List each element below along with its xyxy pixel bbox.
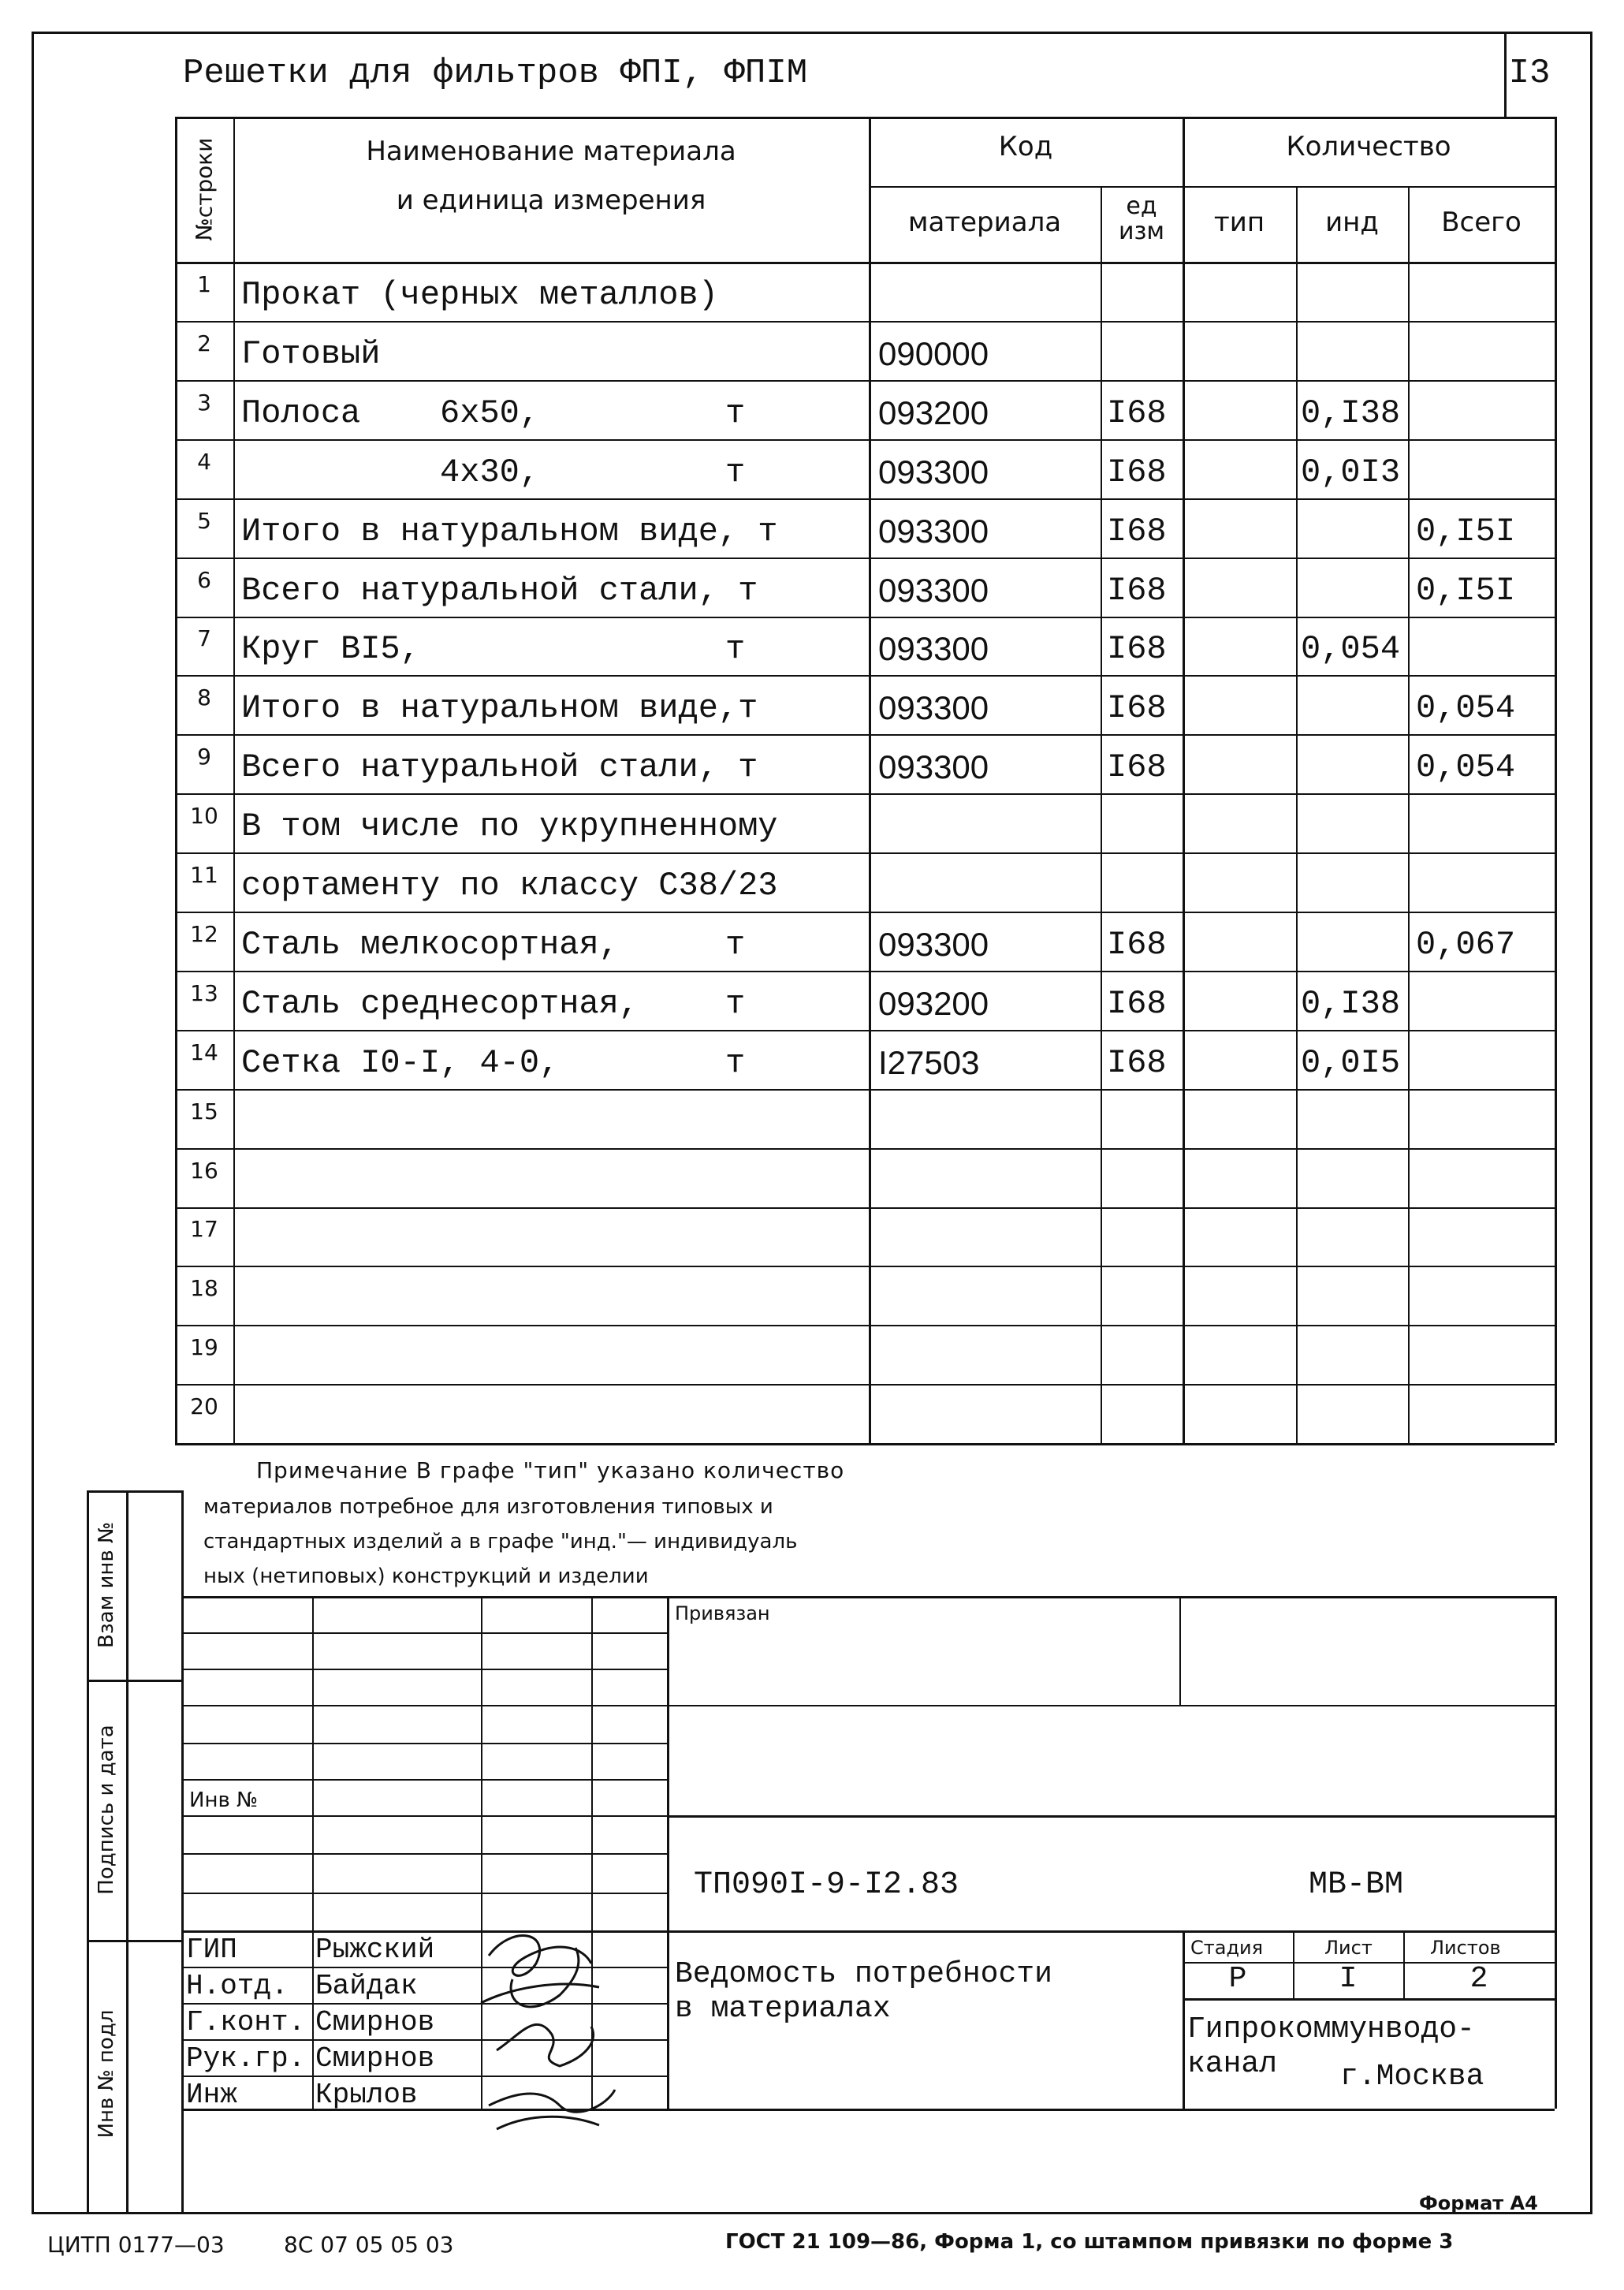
stamp-code-top [667,1815,1555,1818]
staff-name: Байдак [315,1970,418,2002]
stage-label: Стадия [1190,1937,1264,1959]
table-left-border [175,117,177,1443]
stamp-grid-line [181,1779,667,1781]
stamp-grid-line [181,1705,667,1706]
row-divider [175,1148,1555,1150]
staff-role: Н.отд. [186,1970,289,2002]
side-label-inv-podl: Инв № подл [95,2009,118,2139]
note-line1: Примечание В графе "тип" указано количество [256,1457,845,1483]
row-divider [175,852,1555,854]
footer-left-date: 8С 07 05 05 03 [284,2232,454,2258]
row-number: 7 [197,625,211,651]
qty-ind: 0,0I5 [1301,1044,1401,1082]
sheets-value: 2 [1469,1962,1488,1996]
material-name: Полоса 6х50, [241,394,540,432]
stamp-grid-line [181,1853,667,1855]
staff-name: Рыжский [315,1934,435,1966]
row-divider [175,439,1555,441]
material-code: 093200 [878,394,989,431]
organization-city: г.Москва [1340,2060,1484,2094]
sheet-value: I [1339,1962,1358,1996]
stamp-right-border [1555,1596,1557,2109]
row-divider [175,971,1555,972]
document-mark: МВ-ВМ [1309,1867,1404,1903]
row-number: 9 [197,744,211,770]
unit-code: I68 [1107,630,1167,668]
unit-code: I68 [1107,572,1167,610]
side-strip-right-line [181,1490,184,2214]
material-name: Прокат (черных металлов) [241,276,718,314]
material-name: Сталь среднесортная, [241,985,639,1023]
note-line2: материалов потребное для изготовления типовых и [203,1495,773,1519]
stamp-grid-line [181,1632,667,1634]
material-code: 093300 [878,748,989,785]
material-code: 093300 [878,926,989,963]
row-number: 3 [197,390,211,416]
stamp-grid-line [181,1669,667,1670]
material-name: Итого в натуральном виде,т [241,689,758,727]
row-divider [175,1089,1555,1091]
code-material-header: материала [907,207,1062,238]
stamp-privyazan-bottom [667,1705,1555,1706]
material-unit: т [725,453,746,491]
side-label-podpis: Подпись и дата [95,1725,118,1895]
material-code: 093300 [878,453,989,490]
footer-left-code: ЦИТП 0177—03 [47,2232,225,2258]
qty-type-header: тип [1213,207,1265,238]
material-code: 090000 [878,335,989,372]
code-header: Код [998,131,1053,162]
qty-total: 0,I5I [1416,513,1516,550]
material-code: 093300 [878,572,989,609]
row-divider [175,380,1555,382]
sheet-number: I3 [1508,54,1551,93]
note-line3: стандартных изделий а в графе "инд."— индивидуаль [203,1530,798,1553]
row-number: 19 [190,1334,218,1360]
unit-code: I68 [1107,689,1167,727]
row-number: 14 [190,1039,218,1065]
signatures-image [465,1916,623,2145]
col-line-code [869,117,871,1443]
row-divider [175,1325,1555,1326]
material-code: 093300 [878,513,989,550]
staff-name: Крылов [315,2079,418,2111]
side-label-vzam: Взам инв № [95,1522,118,1648]
row-number: 20 [190,1393,218,1419]
unit-code: I68 [1107,513,1167,550]
sheets-label: Листов [1430,1937,1501,1959]
unit-code: I68 [1107,394,1167,432]
material-name: Итого в натуральном виде, т [241,513,778,550]
qty-total: 0,054 [1416,689,1516,727]
document-code: ТП090I-9-I2.83 [694,1867,959,1903]
qty-ind: 0,I38 [1301,985,1401,1023]
organization-line1: Гипрокоммунводо- [1187,2012,1475,2046]
stamp-main-divider [667,1596,669,2109]
qty-ind: 0,I38 [1301,394,1401,432]
qty-total: 0,067 [1416,926,1516,964]
sheet-label: Лист [1324,1937,1373,1959]
staff-role: Рук.гр. [186,2042,306,2075]
row-divider [175,1384,1555,1386]
material-code: I27503 [878,1044,980,1081]
qty-ind-header: инд [1325,207,1379,238]
stamp-grid-line [181,1815,667,1817]
row-number: 13 [190,980,218,1006]
row-divider [175,793,1555,795]
privyazan-label: Привязан [675,1602,770,1624]
row-number: 4 [197,449,211,475]
table-right-border [1555,117,1557,1443]
unit-code: I68 [1107,748,1167,786]
row-number: 17 [190,1216,218,1242]
stamp-stage-divider [1183,1930,1185,2109]
material-unit: т [725,1044,746,1082]
code-unit-header: ед изм [1118,192,1165,245]
material-name: Всего натуральной стали, т [241,748,758,786]
name-header-line2: и единица измерения [396,185,706,216]
row-divider [175,912,1555,913]
header-split-line [869,186,1555,188]
col-line-total [1408,186,1410,1443]
col-line-qty [1183,117,1185,1443]
material-unit: т [725,926,746,964]
material-code: 093300 [878,630,989,667]
unit-code: I68 [1107,1044,1167,1082]
row-divider [175,675,1555,677]
row-divider [175,558,1555,559]
name-header-line1: Наименование материала [366,136,736,167]
stamp-col-1 [312,1596,314,2109]
row-number: 2 [197,330,211,356]
format-label: Формат А4 [1419,2192,1538,2214]
row-divider [175,321,1555,323]
footer-gost: ГОСТ 21 109—86, Форма 1, со штампом привязки по форме 3 [725,2230,1454,2254]
stage-value: Р [1228,1962,1247,1996]
material-code: 093300 [878,689,989,726]
stamp-grid-line [181,1743,667,1744]
row-divider [175,734,1555,736]
qty-total: 0,I5I [1416,572,1516,610]
material-name: В том числе по укрупненному [241,807,778,845]
material-unit: т [725,630,746,668]
unit-code: I68 [1107,985,1167,1023]
material-name: Круг ВI5, [241,630,420,668]
document-title: Решетки для фильтров ФПI, ФПIМ [183,54,808,93]
row-divider [175,498,1555,500]
title-bottom-line [175,117,1555,119]
row-number: 16 [190,1158,218,1184]
row-number: 15 [190,1098,218,1124]
organization-line2: канал [1187,2047,1278,2081]
material-unit: т [725,394,746,432]
row-divider [175,1266,1555,1267]
row-number: 10 [190,803,218,829]
inv-no-label: Инв № [189,1788,259,1812]
qty-total-header: Всего [1441,207,1522,238]
material-name: сортаменту по классу С38/23 [241,867,778,904]
side-strip-split-1 [87,1680,181,1682]
row-divider [175,617,1555,618]
row-number: 8 [197,684,211,710]
staff-role: Г.конт. [186,2006,306,2038]
header-bottom-line [175,262,1555,264]
qty-ind: 0,0I3 [1301,453,1401,491]
unit-code: I68 [1107,926,1167,964]
quantity-header: Количество [1286,131,1451,162]
document-title-line2: в материалах [675,1992,891,2026]
side-strip-top [87,1490,181,1493]
side-strip-split-2 [87,1940,181,1942]
col-line-ind [1296,186,1298,1443]
qty-total: 0,054 [1416,748,1516,786]
side-strip-outer-line [87,1490,89,2214]
material-unit: т [725,985,746,1023]
material-code: 093200 [878,985,989,1022]
material-name: 4х30, [241,453,540,491]
qty-ind: 0,054 [1301,630,1401,668]
stamp-grid-line [181,1893,667,1894]
stamp-stage-bottom-line [1183,1998,1555,2001]
staff-role: Инж [186,2079,237,2111]
side-strip-left-line [126,1490,129,2214]
table-bottom-line [175,1443,1555,1445]
material-name: Всего натуральной стали, т [241,572,758,610]
row-divider [175,1207,1555,1209]
material-name: Сталь мелкосортная, [241,926,619,964]
row-number-header: №строки [191,137,218,241]
col-line-ed [1101,186,1102,1443]
note-line4: ных (нетиповых) конструкций и изделии [203,1565,649,1588]
row-divider [175,1030,1555,1031]
row-number: 6 [197,567,211,593]
staff-name: Смирнов [315,2006,435,2038]
row-number: 11 [190,862,218,888]
staff-role: ГИП [186,1934,237,1966]
stamp-privyazan-divider [1179,1596,1181,1705]
row-number: 5 [197,508,211,534]
document-title-line1: Ведомость потребности [675,1957,1052,1991]
unit-code: I68 [1107,453,1167,491]
staff-name: Смирнов [315,2042,435,2075]
row-number: 1 [197,271,211,297]
material-name: Сетка I0-I, 4-0, [241,1044,560,1082]
row-number: 18 [190,1275,218,1301]
col-line-rowno [233,117,235,1443]
material-name: Готовый [241,335,381,373]
stamp-top-line [181,1596,1555,1598]
row-number: 12 [190,921,218,947]
